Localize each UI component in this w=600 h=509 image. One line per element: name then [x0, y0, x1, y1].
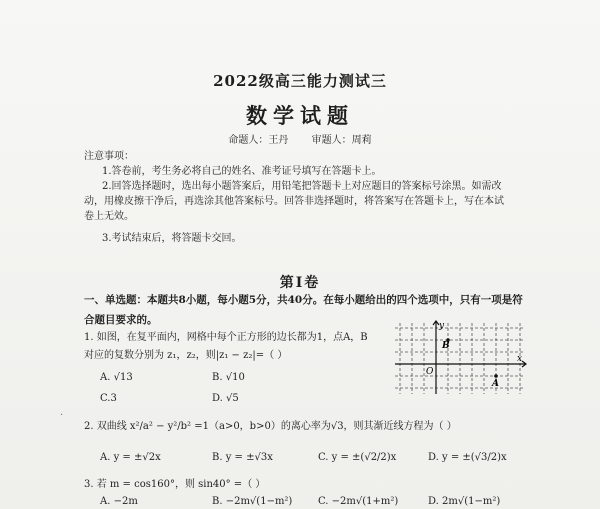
note-item-2a: 2.回答选择题时，选出每小题答案后，用铅笔把答题卡上对应题目的答案标号涂黑。如需改 — [102, 181, 502, 192]
section-instruction-b: 合题目要求的。 — [84, 314, 158, 326]
section-instruction-a: 一、单选题：本题共8小题，每小题5分，共40分。在每小题给出的四个选项中，只有一项是符 — [84, 294, 523, 306]
y-axis-label: y — [439, 321, 445, 331]
notes-title: 注意事项： — [84, 151, 134, 162]
q1-stem-b: 对应的复数分别为 z₁，z₂，则|z₁ − z₂|=（ ） — [84, 350, 288, 361]
x-axis-label: x — [517, 354, 523, 364]
author: 命题人：王丹 — [228, 135, 289, 146]
point-a — [494, 374, 498, 378]
note-item-1: 1.答卷前，考生务必将自己的姓名、准考证号填写在答题卡上。 — [102, 166, 382, 177]
subject-title: 数学试题 — [246, 103, 354, 128]
q1-stem-a: 1. 如图，在复平面内，网格中每个正方形的边长都为1，点A，B — [84, 332, 368, 343]
q3-stem: 3. 若 m = cos160°，则 sin40° =（ ） — [84, 479, 266, 490]
point-a-label: A — [492, 379, 499, 389]
note-item-2b: 动，用橡皮擦干净后，再选涂其他答案标号。回答非选择题时，将答案写在答题卡上，写在本试 — [84, 196, 504, 207]
author-line — [0, 131, 600, 146]
q1-option-c: C.3 — [100, 393, 117, 404]
q2-option-a: A. y = ±√2x — [100, 452, 161, 463]
axes — [395, 321, 526, 394]
margin-mark: · — [60, 410, 64, 421]
q1-option-b: B. √10 — [212, 372, 245, 383]
q2-option-d: D. y = ±(√3/2)x — [428, 452, 507, 463]
complex-plane-figure — [390, 318, 530, 398]
section-title: 第Ⅰ卷 — [279, 275, 321, 291]
q1-option-a: A. √13 — [100, 372, 133, 383]
reviewer: 审题人：周莉 — [311, 135, 372, 146]
note-item-2c: 卷上无效。 — [84, 211, 134, 222]
origin-label: O — [426, 367, 434, 377]
q3-option-b: B. −2m√(1−m²) — [212, 496, 293, 507]
q3-option-d: D. 2m√(1−m²) — [428, 496, 501, 507]
note-item-3: 3.考试结束后，将答题卡交回。 — [102, 233, 242, 244]
q1-option-d: D. √5 — [212, 393, 239, 404]
point-b-label: B — [442, 341, 450, 351]
grid-lines — [395, 323, 525, 394]
q2-stem: 2. 双曲线 x²/a² − y²/b² =1（a>0，b>0）的离心率为√3，则其渐近线方程为（ ） — [84, 421, 457, 432]
q3-option-a: A. −2m — [100, 496, 138, 507]
exam-title: 2022级高三能力测试三 — [213, 72, 387, 90]
q2-option-b: B. y = ±√3x — [212, 452, 273, 463]
q2-option-c: C. y = ±(√2/2)x — [318, 452, 397, 463]
q3-option-c: C. −2m√(1+m²) — [318, 496, 399, 507]
grid-svg — [390, 318, 530, 398]
